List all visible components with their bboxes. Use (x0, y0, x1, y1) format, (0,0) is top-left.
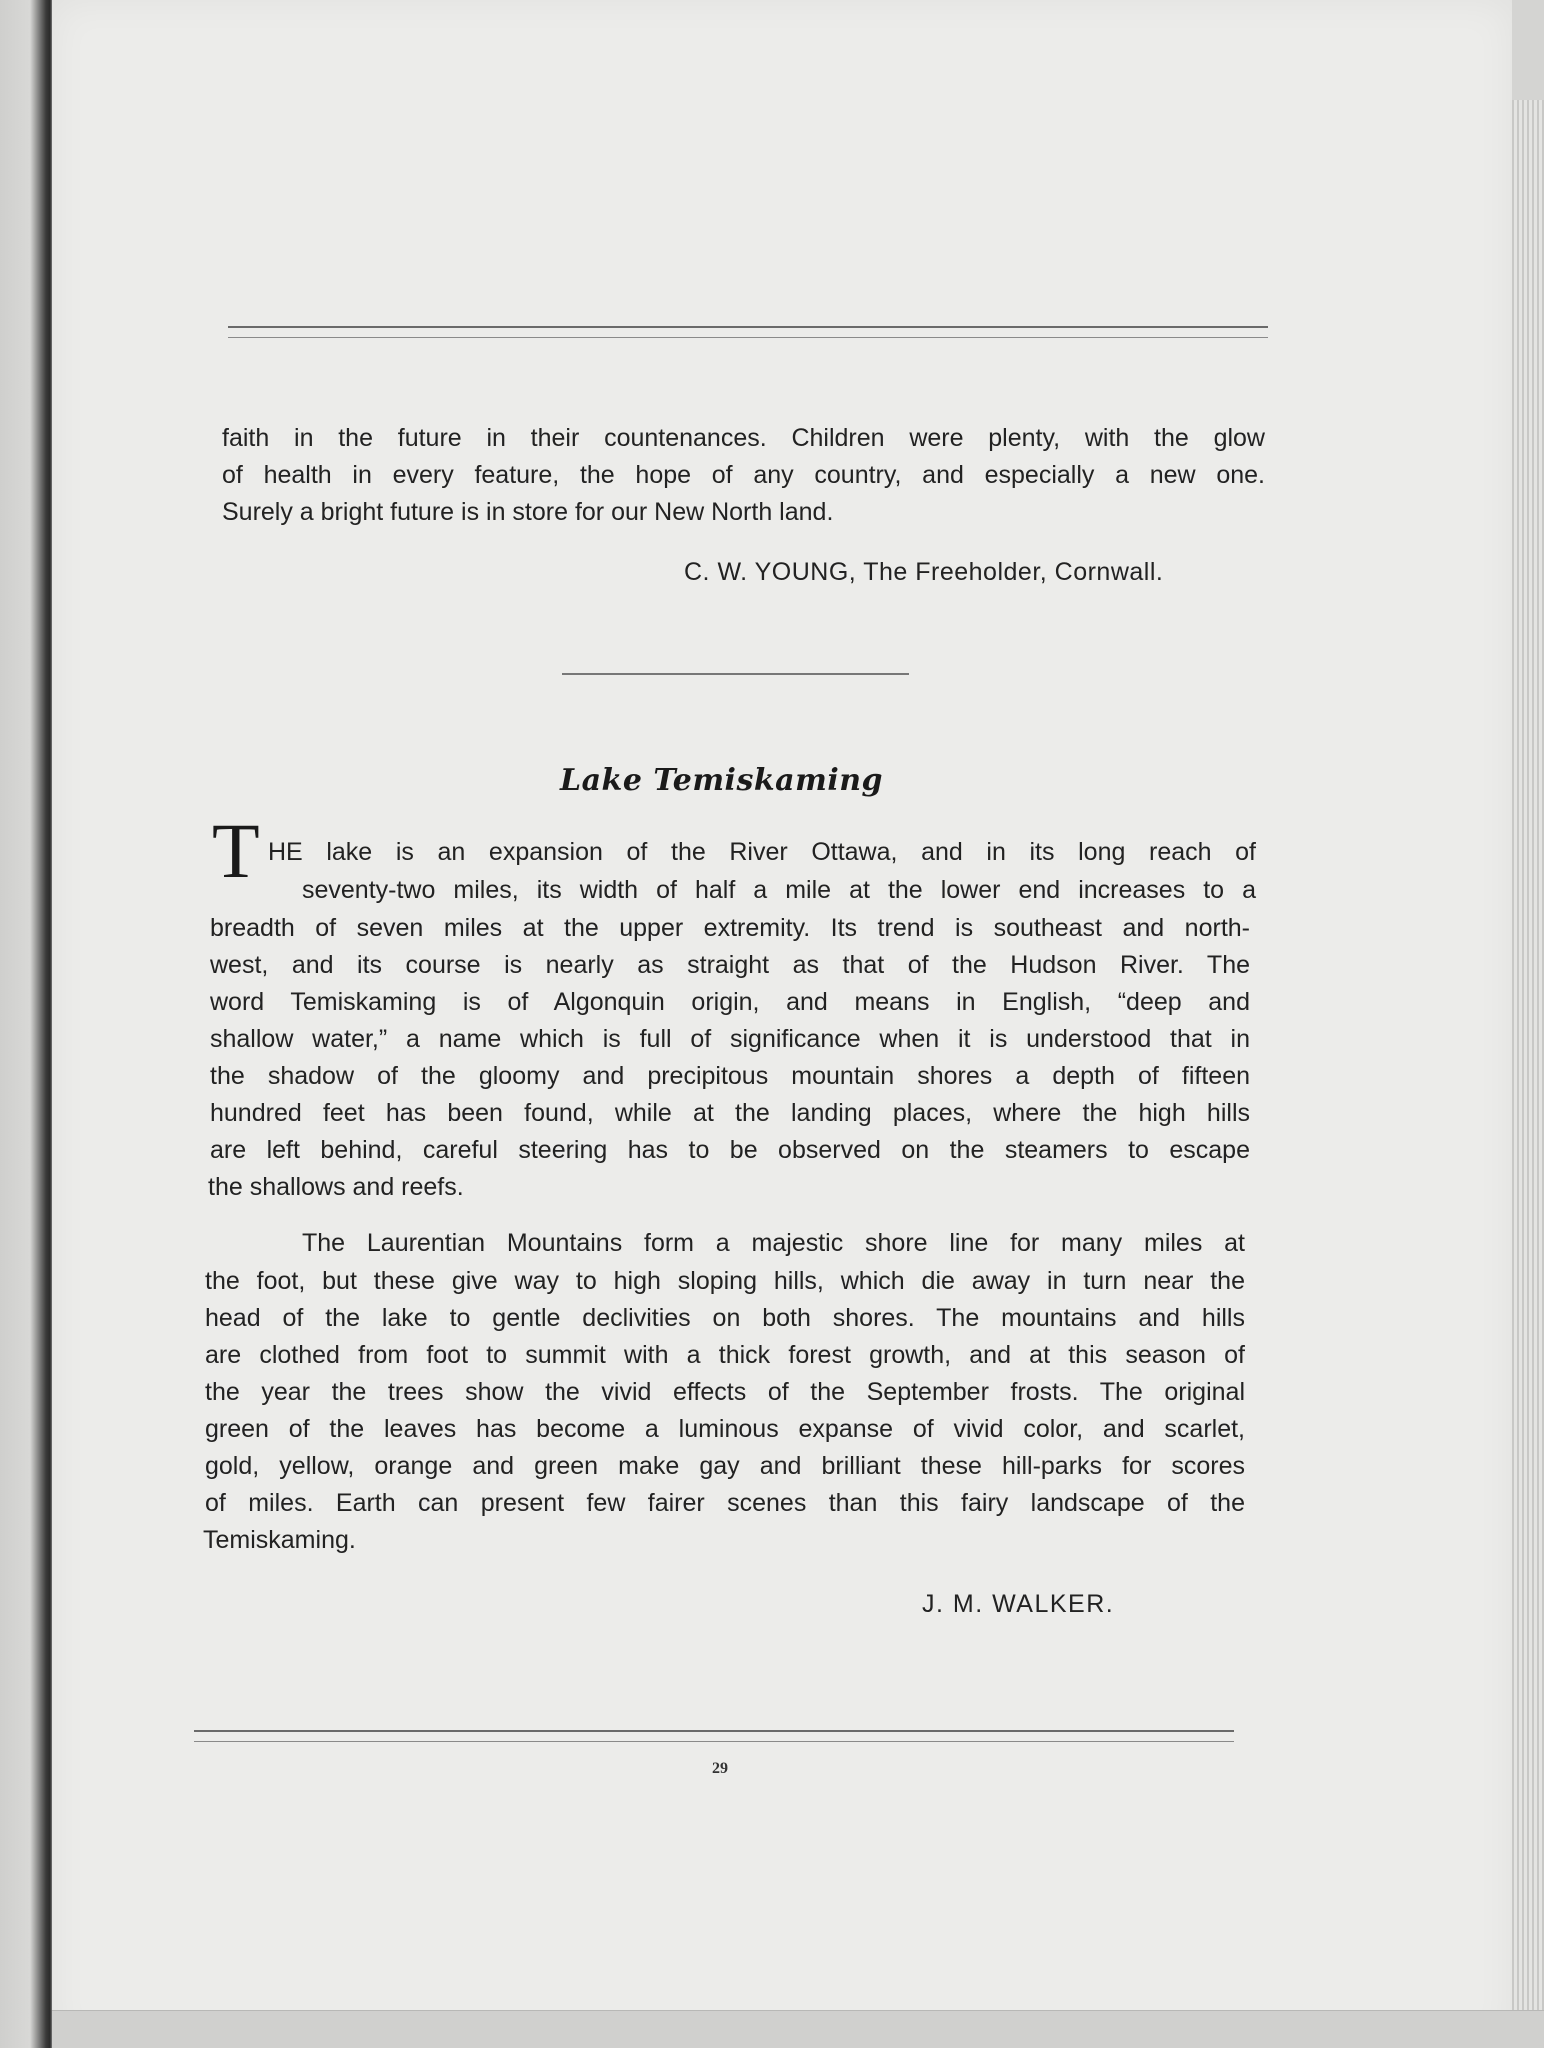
paragraph-line: are left behind, careful steering has to be observed on the steamers to escape (210, 1136, 1250, 1164)
paragraph-line: word Temiskaming is of Algonquin origin, and means in English, “deep and (210, 988, 1250, 1016)
paragraph-2-body (205, 1263, 1245, 1522)
paragraph-line: hundred feet has been found, while at the landing places, where the high hills (210, 1099, 1250, 1127)
paragraph-line: green of the leaves has become a luminous expanse of vivid color, and scarlet, (205, 1415, 1245, 1443)
paragraph-line: of miles. Earth can present few fairer scenes than this fairy landscape of the (205, 1489, 1245, 1517)
paragraph-1-second-line (302, 872, 1256, 909)
article-title: Lake Temiskaming (560, 763, 883, 798)
paragraph-line: are clothed from foot to summit with a thick forest growth, and at this season of (205, 1341, 1245, 1369)
paragraph-line: HE lake is an expansion of the River Ottawa, and in its long reach of (268, 838, 1256, 866)
paragraph-line: seventy-two miles, its width of half a mile at the lower end increases to a (302, 876, 1256, 904)
top-double-rule (228, 326, 1268, 338)
paragraph-1-last-line (208, 1169, 1248, 1206)
paragraph-1-body (210, 910, 1250, 1169)
paragraph-line: west, and its course is nearly as straight as that of the Hudson River. The (210, 951, 1250, 979)
paragraph-line: the shallows and reefs. (208, 1173, 464, 1201)
page-number: 29 (712, 1760, 728, 1777)
paragraph-line: shallow water,” a name which is full of significance when it is understood that in (210, 1025, 1250, 1053)
section-separator (562, 673, 909, 675)
book-spine-edge (0, 0, 52, 2048)
continuation-line: of health in every feature, the hope of any country, and especially a new one. (222, 461, 1265, 489)
article-attribution: J. M. WALKER. (922, 1590, 1115, 1618)
continuation-line: Surely a bright future is in store for our New North land. (222, 498, 834, 526)
continuation-paragraph (222, 420, 1265, 494)
continuation-last-line (222, 494, 1265, 531)
paragraph-line: gold, yellow, orange and green make gay and brilliant these hill-parks for scores (205, 1452, 1245, 1480)
paragraph-line: breadth of seven miles at the upper extremity. Its trend is southeast and north- (210, 914, 1250, 942)
bottom-double-rule (194, 1730, 1234, 1742)
paragraph-line: the shadow of the gloomy and precipitous mountain shores a depth of fifteen (210, 1062, 1250, 1090)
continuation-line: faith in the future in their countenances. Children were plenty, with the glow (222, 424, 1265, 452)
paragraph-line: the year the trees show the vivid effects of the September frosts. The original (205, 1378, 1245, 1406)
paragraph-2-opening (302, 1225, 1245, 1262)
drop-cap: T (212, 807, 260, 894)
paragraph-line: Temiskaming. (203, 1526, 356, 1554)
paragraph-line: head of the lake to gentle declivities on both shores. The mountains and hills (205, 1304, 1245, 1332)
continuation-attribution: C. W. YOUNG, The Freeholder, Cornwall. (684, 558, 1164, 586)
page-stack-edge (1512, 100, 1544, 2048)
paragraph-line: The Laurentian Mountains form a majestic shore line for many miles at (302, 1229, 1245, 1257)
paragraph-1-opening (268, 834, 1256, 871)
paragraph-2-last-line (203, 1522, 1243, 1559)
paragraph-line: the foot, but these give way to high sloping hills, which die away in turn near the (205, 1267, 1245, 1295)
page-bottom-edge (52, 2010, 1544, 2048)
